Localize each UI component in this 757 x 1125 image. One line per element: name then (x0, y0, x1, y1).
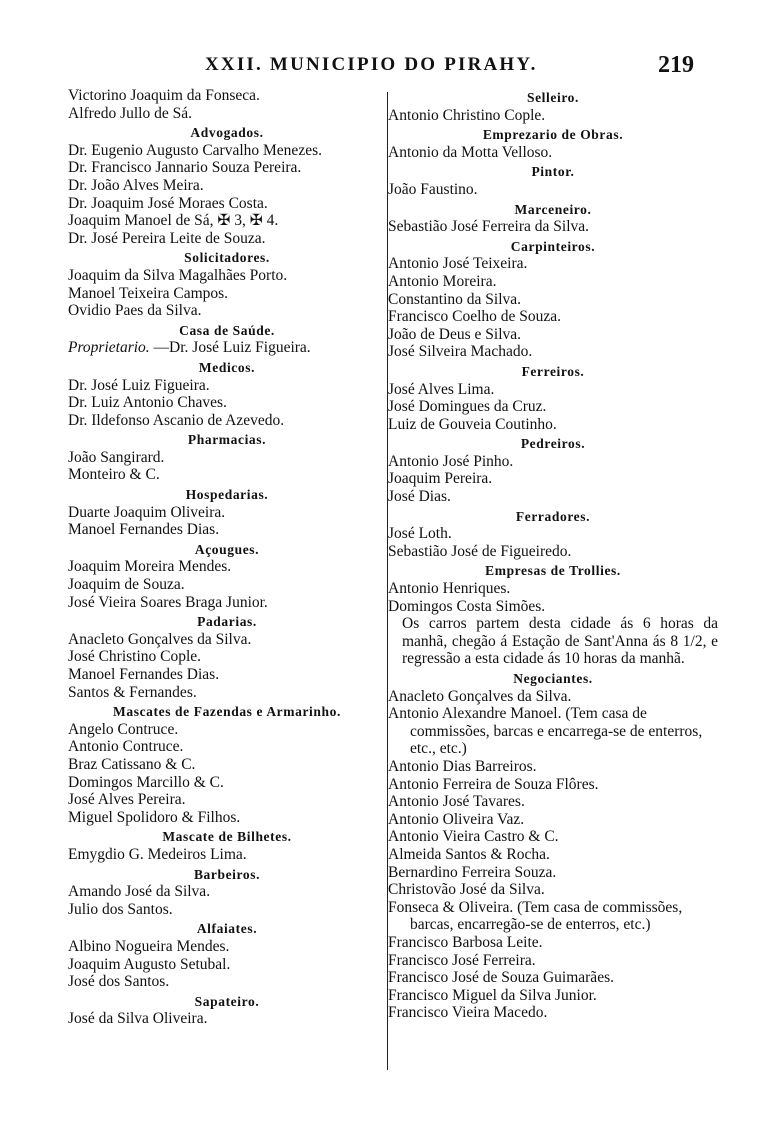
directory-entry: Sebastião José de Figueiredo. (388, 542, 572, 560)
section-heading: Emprezario de Obras. (482, 127, 624, 143)
section-heading: Casa de Saúde. (179, 322, 275, 338)
directory-entry (68, 339, 386, 357)
directory-entry: Alfredo Jullo de Sá. (68, 104, 192, 122)
directory-entry: José Vieira Soares Braga Junior. (68, 593, 268, 611)
directory-entry: Santos & Fernandes. (68, 683, 197, 701)
directory-entry: Manoel Fernandes Dias. (68, 521, 220, 539)
directory-entry: Francisco José de Souza Guimarães. (388, 969, 614, 987)
directory-entry: Domingos Marcillo & C. (68, 773, 224, 791)
directory-entry: Antonio Contruce. (68, 738, 184, 756)
directory-entry: Francisco Barbosa Leite. (388, 933, 543, 951)
directory-entry: Dr. Joaquim José Moraes Costa. (68, 194, 268, 212)
directory-entry: Antonio da Motta Velloso. (388, 143, 553, 161)
directory-entry: Antonio Dias Barreiros. (388, 757, 537, 775)
directory-entry: Miguel Spolidoro & Filhos. (68, 808, 241, 826)
directory-entry: Victorino Joaquim da Fonseca. (68, 87, 260, 104)
directory-entry: Dr. José Luiz Figueira. (68, 376, 210, 394)
directory-entry: Braz Catissano & C. (68, 755, 196, 773)
directory-entry: Almeida Santos & Rocha. (388, 845, 550, 863)
directory-entry: Antonio José Tavares. (388, 793, 525, 811)
section-heading: Medicos. (198, 359, 256, 375)
directory-entry: Luiz de Gouveia Coutinho. (388, 415, 557, 433)
section-heading: Pedreiros. (520, 436, 586, 452)
directory-entry: Anacleto Gonçalves da Silva. (388, 687, 572, 705)
directory-entry: José Alves Lima. (388, 380, 495, 398)
section-heading: Selleiro. (526, 90, 580, 105)
section-heading: Carpinteiros. (510, 238, 596, 254)
directory-entry: Amando José da Silva. (68, 883, 211, 901)
directory-entry: Manoel Teixeira Campos. (68, 284, 229, 302)
entry-text: —Dr. José Luiz Figueira. (153, 339, 311, 357)
section-heading: Advogados. (190, 125, 264, 141)
directory-entry: Sebastião José Ferreira da Silva. (388, 218, 590, 236)
directory-entry: Dr. José Pereira Leite de Souza. (68, 229, 266, 247)
directory-entry: Joaquim Moreira Mendes. (68, 558, 232, 576)
directory-entry: Antonio Christino Cople. (388, 106, 546, 124)
directory-entry: Dr. Luiz Antonio Chaves. (68, 394, 227, 412)
directory-entry: Fonseca & Oliveira. (Tem casa de commissões, barcas, encarregão-se de enterros, etc.) (388, 898, 683, 934)
section-heading: Alfaiates. (196, 921, 258, 937)
directory-entry: José Domingues da Cruz. (388, 398, 547, 416)
directory-entry: Ovidio Paes da Silva. (68, 302, 202, 320)
directory-entry: José Christino Cople. (68, 648, 202, 666)
directory-entry: Duarte Joaquim Oliveira. (68, 503, 226, 521)
directory-entry: Francisco Miguel da Silva Junior. (388, 986, 597, 1004)
directory-entry: Francisco José Ferreira. (388, 951, 536, 969)
directory-entry: Albino Nogueira Mendes. (68, 937, 230, 955)
section-heading: Sapateiro. (194, 993, 260, 1009)
section-heading: Pharmacias. (187, 432, 267, 448)
directory-entry: João Faustino. (388, 180, 478, 198)
directory-entry: Francisco Vieira Macedo. (388, 1004, 548, 1022)
section-heading: Açougues. (194, 541, 260, 557)
section-heading: Pintor. (531, 164, 575, 180)
directory-entry: Manoel Fernandes Dias. (68, 666, 220, 683)
directory-entry: Antonio Oliveira Vaz. (388, 810, 525, 828)
left-column (68, 87, 386, 1028)
entry-label: Proprietario. (68, 339, 150, 357)
directory-entry: Antonio Moreira. (388, 272, 497, 290)
directory-entry: Joaquim Augusto Setubal. (68, 955, 231, 973)
directory-entry: Christovão José da Silva. (388, 881, 545, 899)
directory-entry: Emygdio G. Medeiros Lima. (68, 845, 247, 863)
directory-entry: Antonio José Teixeira. (388, 255, 528, 273)
section-heading: Mascates de Fazendas e Armarinho. (113, 704, 341, 720)
page-number: 219 (658, 52, 694, 78)
directory-entry: Domingos Costa Simões. (388, 597, 546, 615)
directory-entry: José da Silva Oliveira. (68, 1010, 208, 1028)
section-heading: Negociantes. (513, 671, 593, 686)
directory-entry: José Silveira Machado. (388, 343, 533, 361)
directory-entry: Antonio José Pinho. (388, 452, 514, 470)
directory-entry: João de Deus e Silva. (388, 325, 522, 343)
directory-entry: Joaquim Manoel de Sá, ✠ 3, ✠ 4. (68, 212, 279, 230)
section-heading: Ferreiros. (521, 363, 585, 379)
directory-entry: Anacleto Gonçalves da Silva. (68, 630, 252, 648)
directory-entry: Antonio Henriques. (388, 580, 511, 598)
section-heading: Padarias. (197, 614, 257, 630)
directory-entry: Dr. Francisco Jannario Souza Pereira. (68, 159, 302, 177)
page-title: XXII. MUNICIPIO DO PIRAHY. (205, 54, 538, 75)
directory-entry: José Loth. (388, 525, 452, 543)
directory-entry: João Sangirard. (68, 448, 165, 466)
directory-entry: Antonio Vieira Castro & C. (388, 828, 559, 846)
section-heading: Hospedarias. (185, 487, 269, 503)
directory-entry: Dr. Eugenio Augusto Carvalho Menezes. (68, 141, 322, 159)
directory-entry: Dr. Ildefonso Ascanio de Azevedo. (68, 411, 285, 429)
directory-entry: Dr. João Alves Meira. (68, 176, 204, 194)
directory-entry: Antonio Ferreira de Souza Flôres. (388, 775, 599, 793)
directory-entry: José Dias. (388, 488, 451, 506)
directory-entry: Angelo Contruce. (68, 720, 179, 738)
section-heading: Ferradores. (515, 508, 591, 524)
section-heading: Mascate de Bilhetes. (162, 829, 292, 845)
section-heading: Empresas de Trollies. (485, 563, 621, 579)
directory-entry: Joaquim da Silva Magalhães Porto. (68, 266, 288, 284)
schedule-note: Os carros partem desta cidade ás 6 horas da manhã, chegão á Estação de Sant'Anna ás 8 1/2, e regressão a esta cidade ás 10 horas da manhã. (402, 615, 718, 668)
directory-entry: Joaquim Pereira. (388, 470, 493, 488)
right-column (388, 87, 718, 1022)
directory-entry: Julio dos Santos. (68, 900, 173, 918)
directory-entry: Francisco Coelho de Souza. (388, 308, 562, 326)
directory-entry: Bernardino Ferreira Souza. (388, 863, 557, 881)
section-heading: Barbeiros. (193, 866, 261, 882)
directory-entry: Joaquim de Souza. (68, 576, 185, 594)
directory-entry: Constantino da Silva. (388, 290, 522, 308)
directory-entry: Antonio Alexandre Manoel. (Tem casa de commissões, barcas e encarrega-se de enterros, etc., etc.) (388, 705, 703, 758)
page-header (0, 54, 757, 84)
directory-entry: José dos Santos. (68, 973, 170, 991)
directory-entry: Monteiro & C. (68, 466, 160, 484)
directory-entry: José Alves Pereira. (68, 791, 186, 809)
section-heading: Solicitadores. (184, 250, 270, 266)
section-heading: Marceneiro. (514, 201, 592, 217)
